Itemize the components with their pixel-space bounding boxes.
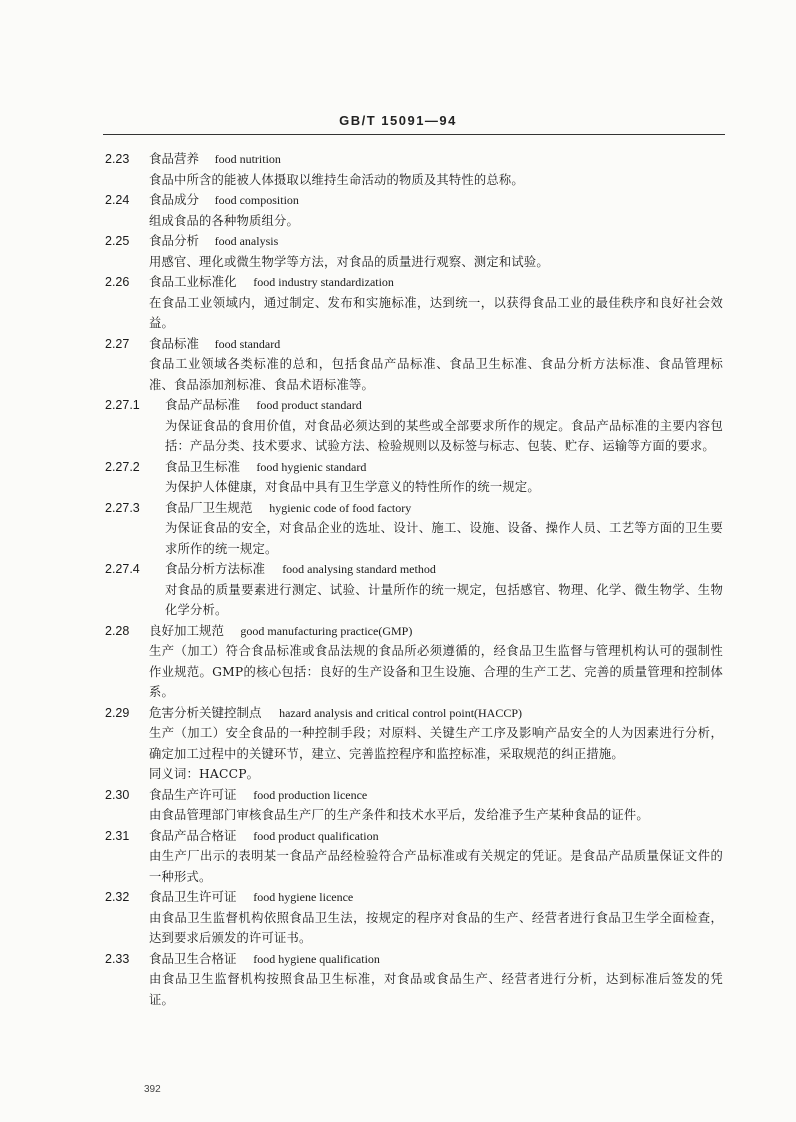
term-definition: 为保证食品的安全，对食品企业的选址、设计、施工、设施、设备、操作人员、工艺等方面的卫生要求所作的统一规定。 <box>165 521 723 556</box>
term-chinese: 食品标准 <box>149 335 200 351</box>
term-english: food analysis <box>214 234 279 248</box>
term-chinese: 食品营养 <box>149 151 200 166</box>
term-number: 2.25 <box>105 234 130 248</box>
term-entry <box>0 703 796 785</box>
term-entry <box>0 621 796 703</box>
term-heading <box>0 395 796 416</box>
term-heading <box>0 559 796 580</box>
term-chinese: 食品卫生标准 <box>165 458 241 474</box>
term-entry <box>0 949 796 1011</box>
term-number: 2.26 <box>105 275 130 289</box>
term-entry <box>0 190 796 231</box>
term-english: hygienic code of food factory <box>269 500 412 515</box>
term-entry <box>0 887 796 949</box>
term-definition: 由食品卫生监督机构按照食品卫生标准，对食品或食品生产、经营者进行分析，达到标准后签发的凭证。 <box>149 972 723 1007</box>
term-chinese: 食品分析方法标准 <box>165 561 266 576</box>
term-definition: 食品工业领域各类标准的总和，包括食品产品标准、食品卫生标准、食品分析方法标准、食品管理标准、食品添加剂标准、食品术语标准等。 <box>149 357 723 392</box>
term-chinese: 食品产品标准 <box>165 397 241 412</box>
term-definition: 为保护人体健康，对食品中具有卫生学意义的特性所作的统一规定。 <box>165 480 540 494</box>
term-definition: 生产（加工）安全食品的一种控制手段；对原料、关键生产工序及影响产品安全的人为因素进行分析，确定加工过程中的关键环节，建立、完善监控程序和监控标准，采取规范的纠正措施。 <box>149 726 723 761</box>
term-english: food analysing standard method <box>282 562 436 576</box>
term-heading <box>0 949 796 970</box>
term-entry <box>0 149 796 190</box>
term-heading <box>0 272 796 293</box>
term-chinese: 食品厂卫生规范 <box>165 499 253 515</box>
term-entry <box>0 457 796 498</box>
term-english: food production licence <box>253 787 368 802</box>
term-chinese: 食品产品合格证 <box>149 827 237 843</box>
term-english: food standard <box>214 336 281 351</box>
term-entry <box>0 785 796 826</box>
term-definition: 生产（加工）符合食品标准或食品法规的食品所必须遵循的，经食品卫生监督与管理机构认可的强制性作业规范。GMP的核心包括：良好的生产设备和卫生设施、合理的生产工艺、完善的质量管理和控制体系。 <box>149 644 723 699</box>
term-entry <box>0 559 796 621</box>
term-definition: 食品中所含的能被人体摄取以维持生命活动的物质及其特性的总称。 <box>149 172 524 187</box>
document-header: GB/T 15091—94 <box>339 113 457 128</box>
term-heading <box>0 826 796 847</box>
term-chinese: 危害分析关键控制点 <box>149 704 262 720</box>
term-english: food hygiene licence <box>253 890 354 904</box>
term-heading <box>0 785 796 806</box>
term-entry <box>0 272 796 334</box>
term-english: food composition <box>214 193 299 207</box>
term-entry <box>0 498 796 560</box>
term-heading <box>0 887 796 908</box>
term-number: 2.27.2 <box>105 459 140 474</box>
term-chinese: 良好加工规范 <box>149 622 225 638</box>
term-chinese: 食品成分 <box>149 192 200 207</box>
term-definition: 为保证食品的食用价值，对食品必须达到的某些或全部要求所作的规定。食品产品标准的主要内容包括：产品分类、技术要求、试验方法、检验规则以及标签与标志、包装、贮存、运输等方面的要求。 <box>165 418 723 453</box>
term-definition: 由生产厂出示的表明某一食品产品经检验符合产品标准或有关规定的凭证。是食品产品质量保证文件的一种形式。 <box>149 849 723 884</box>
term-heading <box>0 457 796 478</box>
term-number: 2.27.1 <box>105 398 140 412</box>
term-number: 2.29 <box>105 705 130 720</box>
term-number: 2.27.4 <box>105 562 140 576</box>
term-chinese: 食品分析 <box>149 233 200 248</box>
term-number: 2.24 <box>105 193 130 207</box>
term-definition: 组成食品的各种物质组分。 <box>149 213 299 228</box>
term-number: 2.33 <box>105 951 130 966</box>
term-english: food hygiene qualification <box>253 951 380 966</box>
term-heading <box>0 703 796 724</box>
term-heading <box>0 498 796 519</box>
term-heading <box>0 190 796 211</box>
term-english: hazard analysis and critical control point(HACCP) <box>279 705 523 720</box>
term-heading <box>0 334 796 355</box>
term-number: 2.23 <box>105 152 130 166</box>
document-body <box>0 149 796 1010</box>
term-entry <box>0 395 796 457</box>
page-number: 392 <box>144 1084 161 1095</box>
term-definition: 由食品管理部门审核食品生产厂的生产条件和技术水平后，发给准予生产某种食品的证件。 <box>149 808 649 822</box>
term-definition: 用感官、理化或微生物学等方法，对食品的质量进行观察、测定和试验。 <box>149 254 549 269</box>
term-chinese: 食品工业标准化 <box>149 274 237 289</box>
term-definition: 对食品的质量要素进行测定、试验、计量所作的统一规定，包括感官、物理、化学、微生物学、生物化学分析。 <box>165 582 723 617</box>
term-english: food industry standardization <box>253 275 394 289</box>
term-entry <box>0 231 796 272</box>
term-english: food product standard <box>256 398 362 412</box>
term-definition: 由食品卫生监督机构依照食品卫生法，按规定的程序对食品的生产、经营者进行食品卫生学全面检查，达到要求后颁发的许可证书。 <box>149 910 723 945</box>
term-heading <box>0 149 796 170</box>
term-number: 2.30 <box>105 787 130 802</box>
term-entry <box>0 826 796 888</box>
term-english: food product qualification <box>253 828 379 843</box>
term-chinese: 食品卫生合格证 <box>149 950 237 966</box>
term-number: 2.27.3 <box>105 500 140 515</box>
term-number: 2.31 <box>105 828 130 843</box>
term-entry <box>0 334 796 396</box>
header-rule <box>103 134 725 135</box>
term-number: 2.27 <box>105 336 130 351</box>
term-heading <box>0 231 796 252</box>
term-number: 2.32 <box>105 890 130 904</box>
term-english: good manufacturing practice(GMP) <box>240 623 413 638</box>
term-chinese: 食品卫生许可证 <box>149 889 237 904</box>
term-definition: 在食品工业领域内，通过制定、发布和实施标准，达到统一，以获得食品工业的最佳秩序和良好社会效益。 <box>149 295 723 330</box>
term-heading <box>0 621 796 642</box>
term-synonym: 同义词：HACCP。 <box>149 767 260 781</box>
term-english: food hygienic standard <box>256 459 367 474</box>
term-chinese: 食品生产许可证 <box>149 786 237 802</box>
term-number: 2.28 <box>105 623 130 638</box>
term-english: food nutrition <box>214 152 281 166</box>
